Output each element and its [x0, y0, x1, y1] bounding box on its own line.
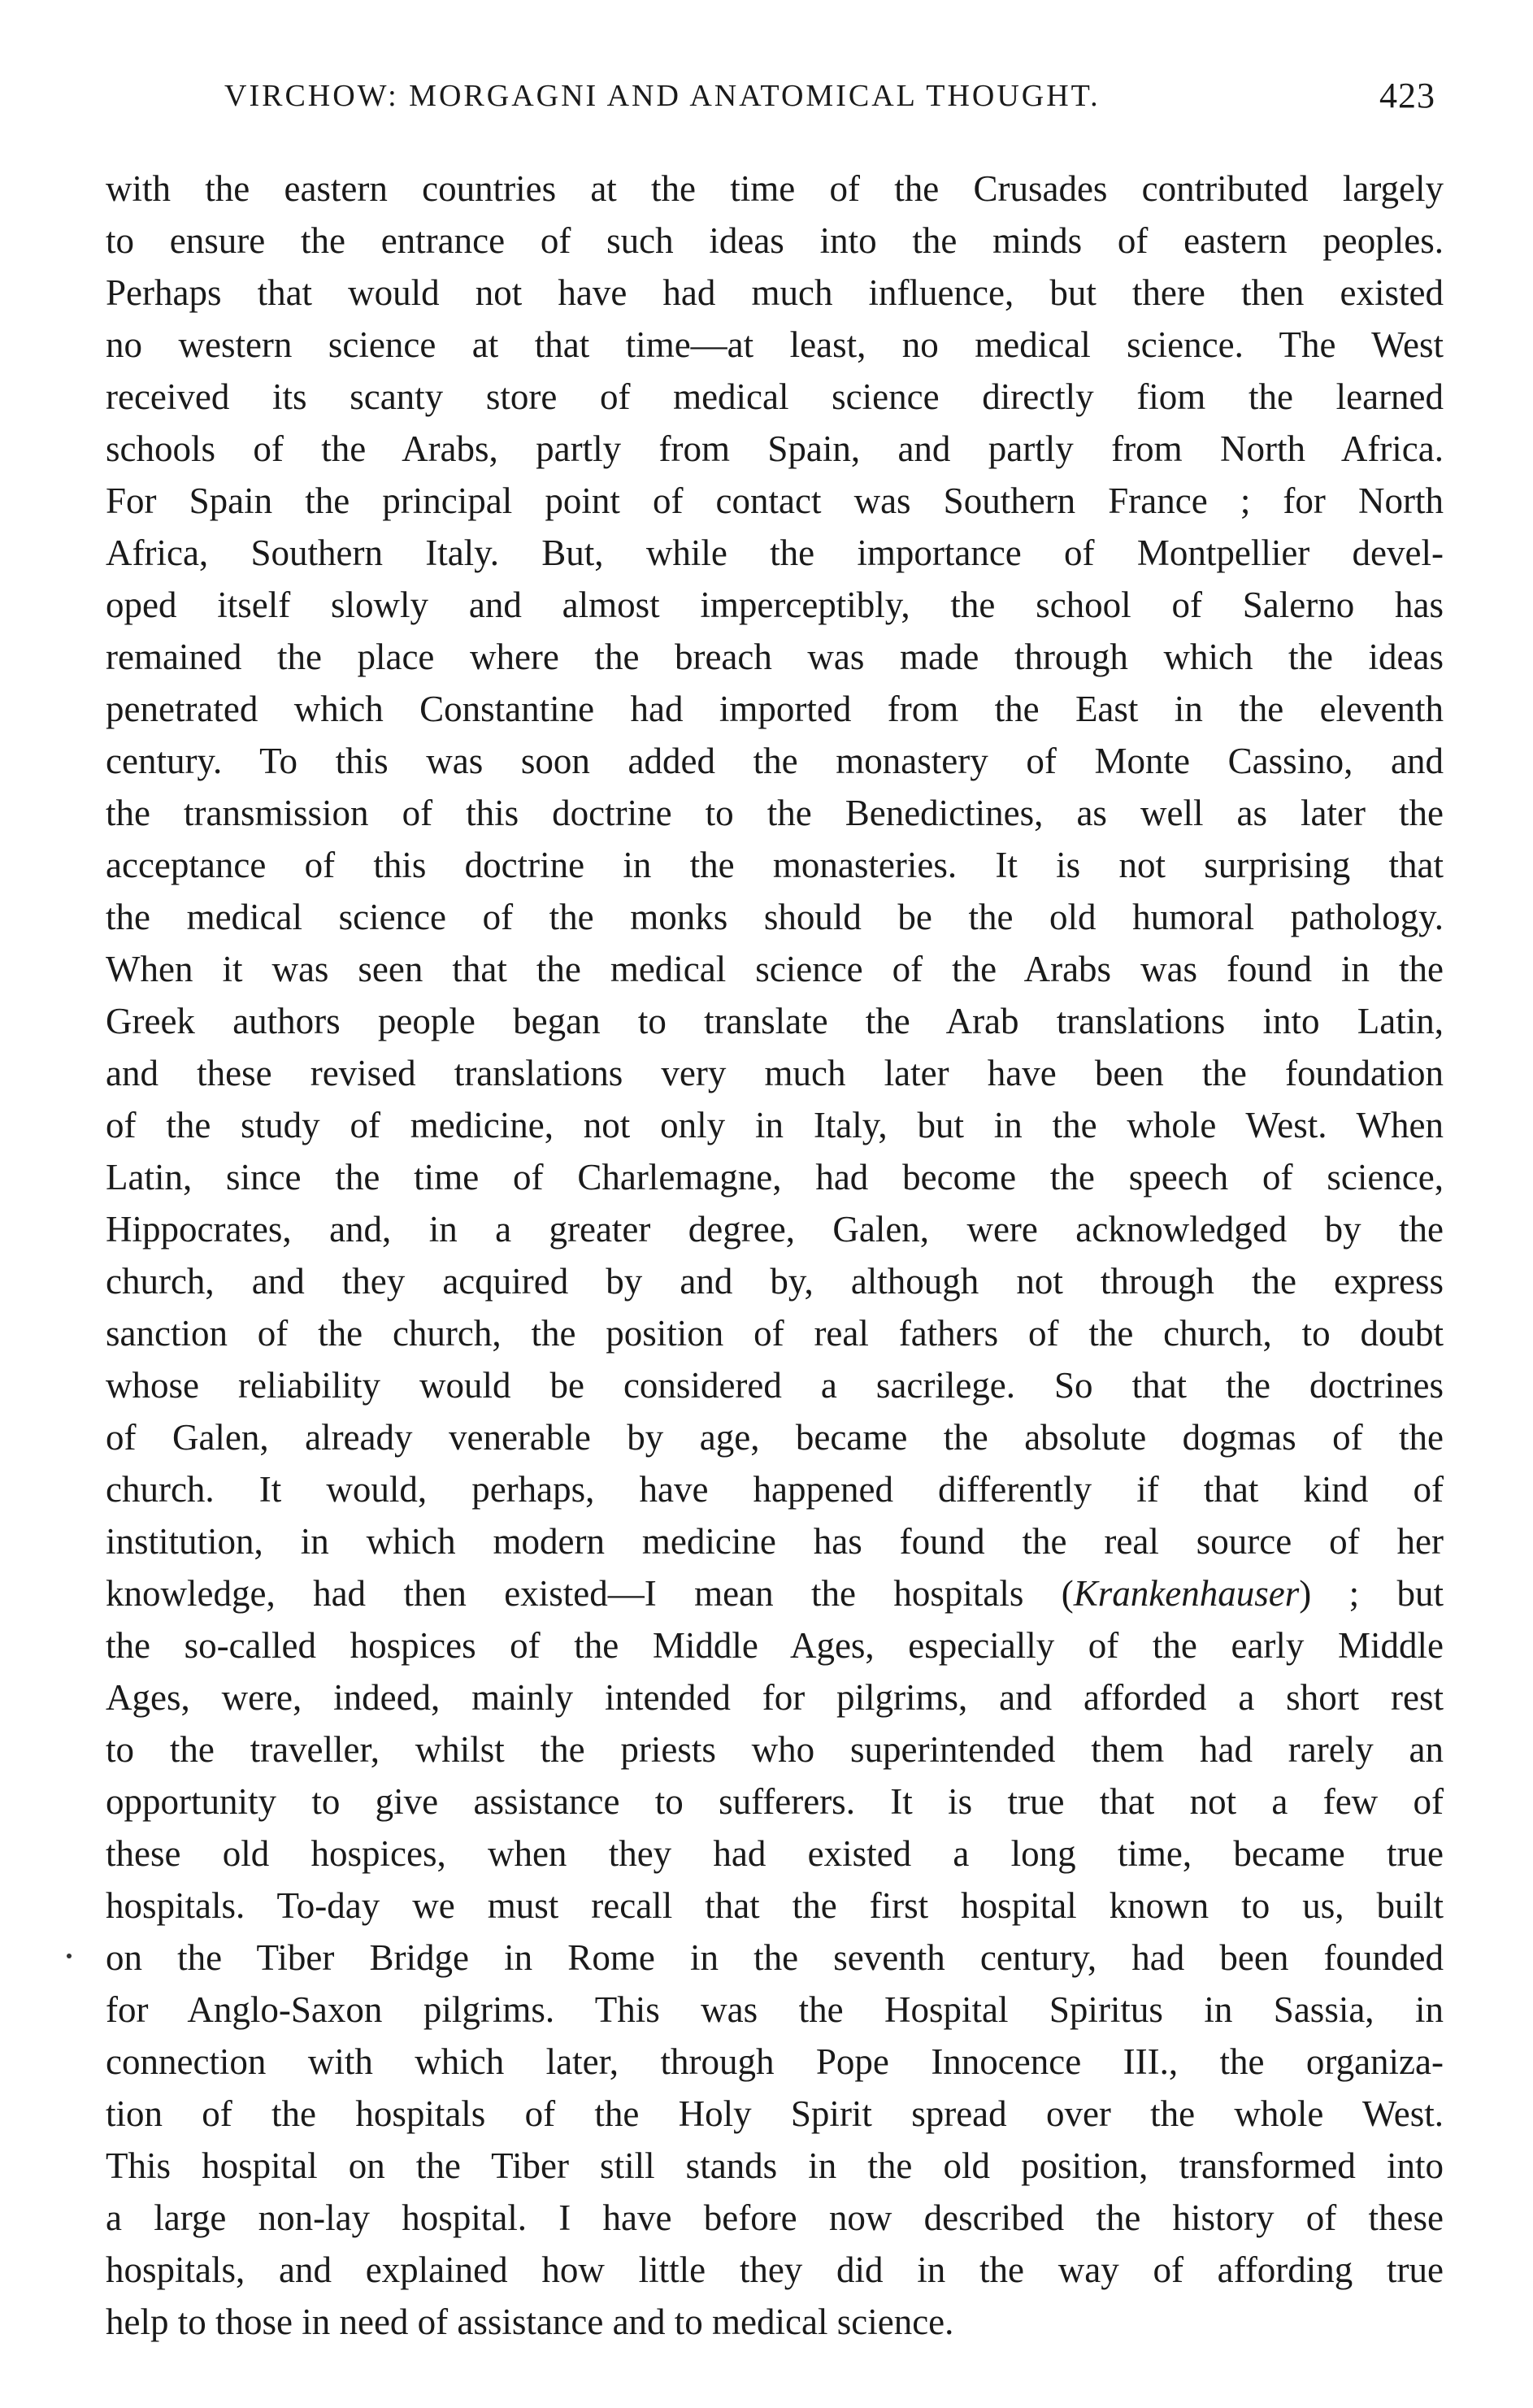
text-segment: ) ; but: [1299, 1573, 1444, 1614]
text-line: When it was seen that the medical science of the Arabs was found in the: [106, 949, 1444, 989]
text-line: hospitals, and explained how little they did in the way of affording true: [106, 2249, 1444, 2290]
text-line: for Anglo-Saxon pilgrims. This was the Hospital Spiritus in Sassia, in: [106, 1989, 1444, 2030]
text-line: opportunity to give assistance to sufferers. It is true that not a few of: [106, 1781, 1444, 1822]
body-text: [106, 163, 1444, 2348]
italic-term: Krankenhauser: [1073, 1573, 1300, 1614]
text-line: these old hospices, when they had existed a long time, became true: [106, 1833, 1444, 1874]
text-line: a large non-lay hospital. I have before now described the history of these: [106, 2197, 1444, 2238]
page-number: 423: [1379, 76, 1435, 115]
running-head: [224, 72, 1435, 120]
text-line: tion of the hospitals of the Holy Spirit spread over the whole West.: [106, 2093, 1444, 2134]
text-line: hospitals. To-day we must recall that the first hospital known to us, built: [106, 1885, 1444, 1926]
text-line: no western science at that time—at least, no medical science. The West: [106, 324, 1444, 365]
text-line-with-italic: [106, 1567, 1444, 1619]
text-line: whose reliability would be considered a sacrilege. So that the doctrines: [106, 1365, 1444, 1406]
text-line: This hospital on the Tiber still stands in the old position, transformed into: [106, 2145, 1444, 2186]
text-line: Africa, Southern Italy. But, while the importance of Montpellier devel-: [106, 532, 1444, 573]
text-line: of Galen, already venerable by age, became the absolute dogmas of the: [106, 1417, 1444, 1458]
text-line: the medical science of the monks should be the old humoral pathology.: [106, 897, 1444, 937]
text-line: the so-called hospices of the Middle Ages, especially of the early Middle: [106, 1625, 1444, 1666]
text-line: remained the place where the breach was made through which the ideas: [106, 637, 1444, 677]
text-line: to the traveller, whilst the priests who superintended them had rarely an: [106, 1729, 1444, 1770]
text-line: penetrated which Constantine had imported from the East in the eleventh: [106, 689, 1444, 729]
text-line: institution, in which modern medicine has found the real source of her: [106, 1521, 1444, 1562]
text-line: church. It would, perhaps, have happened differently if that kind of: [106, 1469, 1444, 1510]
text-line-final: help to those in need of assistance and to medical science.: [106, 2302, 954, 2342]
text-line: Latin, since the time of Charlemagne, had become the speech of science,: [106, 1157, 1444, 1197]
text-line: sanction of the church, the position of real fathers of the church, to doubt: [106, 1313, 1444, 1354]
text-line: schools of the Arabs, partly from Spain, and partly from North Africa.: [106, 428, 1444, 469]
text-line: received its scanty store of medical science directly fiom the learned: [106, 376, 1444, 417]
text-line: Greek authors people began to translate the Arab translations into Latin,: [106, 1001, 1444, 1041]
margin-dot: [67, 1954, 72, 1958]
text-line: on the Tiber Bridge in Rome in the seventh century, had been founded: [106, 1937, 1444, 1978]
text-segment: knowledge, had then existed—I mean the hospitals (: [106, 1573, 1074, 1614]
text-line: with the eastern countries at the time of the Crusades contributed largely: [106, 168, 1444, 209]
text-line: For Spain the principal point of contact was Southern France ; for North: [106, 480, 1444, 521]
text-line: oped itself slowly and almost imperceptibly, the school of Salerno has: [106, 585, 1444, 625]
text-line: acceptance of this doctrine in the monasteries. It is not surprising that: [106, 845, 1444, 885]
text-line: connection with which later, through Pope Innocence III., the organiza-: [106, 2041, 1444, 2082]
text-line: century. To this was soon added the monastery of Monte Cassino, and: [106, 741, 1444, 781]
text-line: and these revised translations very much later have been the foundation: [106, 1053, 1444, 1093]
text-line: Perhaps that would not have had much influence, but there then existed: [106, 272, 1444, 313]
text-line: the transmission of this doctrine to the Benedictines, as well as later the: [106, 793, 1444, 833]
text-line: to ensure the entrance of such ideas into the minds of eastern peoples.: [106, 220, 1444, 261]
text-line: of the study of medicine, not only in Italy, but in the whole West. When: [106, 1105, 1444, 1145]
text-line: church, and they acquired by and by, although not through the express: [106, 1261, 1444, 1302]
running-title: VIRCHOW: MORGAGNI AND ANATOMICAL THOUGHT.: [224, 79, 1101, 113]
text-line: Ages, were, indeed, mainly intended for pilgrims, and afforded a short rest: [106, 1677, 1444, 1718]
text-line: Hippocrates, and, in a greater degree, Galen, were acknowledged by the: [106, 1209, 1444, 1250]
